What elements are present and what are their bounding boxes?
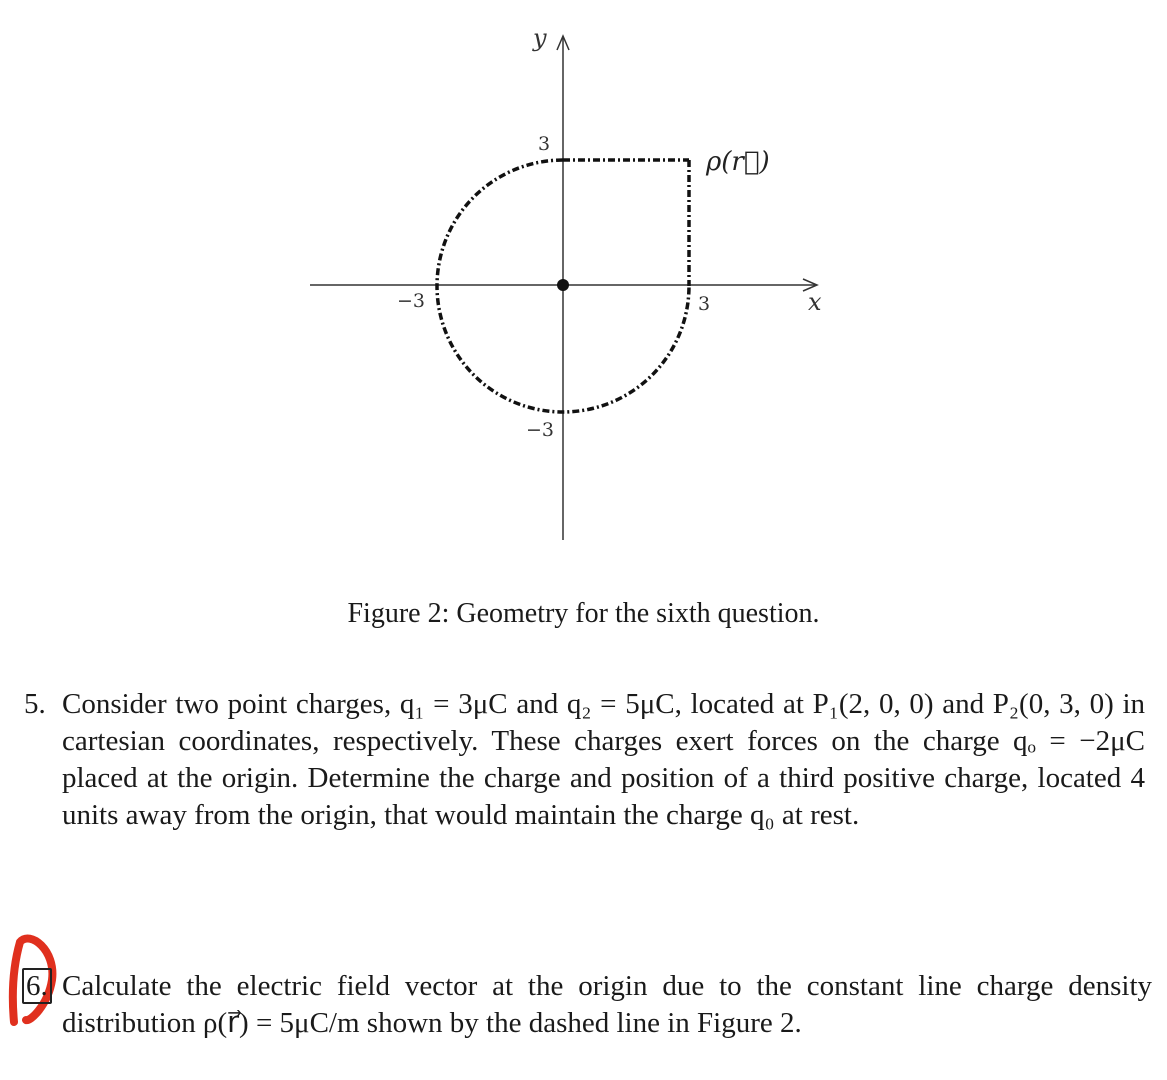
density-label: ρ(r⃗) [706, 147, 770, 177]
question-5-number: 5. [24, 688, 46, 720]
tick-y-pos: 3 [538, 133, 551, 155]
question-6 [0, 968, 1167, 1058]
tick-x-pos: 3 [698, 293, 711, 315]
question-6-text: Calculate the electric field vector at the origin due to the constant line charge density distribution ρ(r⃗) = 5μC/m shown by the dashed line in Figure 2. [62, 970, 1152, 1039]
figure-caption: Figure 2: Geometry for the sixth question. [347, 598, 820, 629]
question-5-text: Consider two point charges, q₁ = 3μC and q₂ = 5μC, located at P₁(2, 0, 0) and P₂(0, 3, 0) in cartesian coordinates, respectively. These charges exert forces on the charge qₒ = −2μC placed at the origin. Determine the charge and position of a third positive charge, located 4 units away from the origin, that would maintain the charge q₀ at rest. [62, 688, 1145, 831]
y-axis-label: y [533, 24, 547, 52]
x-axis-label: x [808, 288, 822, 316]
question-5 [0, 686, 1167, 876]
tick-x-neg: −3 [397, 290, 426, 312]
tick-y-neg: −3 [526, 419, 555, 441]
question-6-number: 6. [22, 968, 52, 1004]
origin-point [557, 279, 569, 291]
